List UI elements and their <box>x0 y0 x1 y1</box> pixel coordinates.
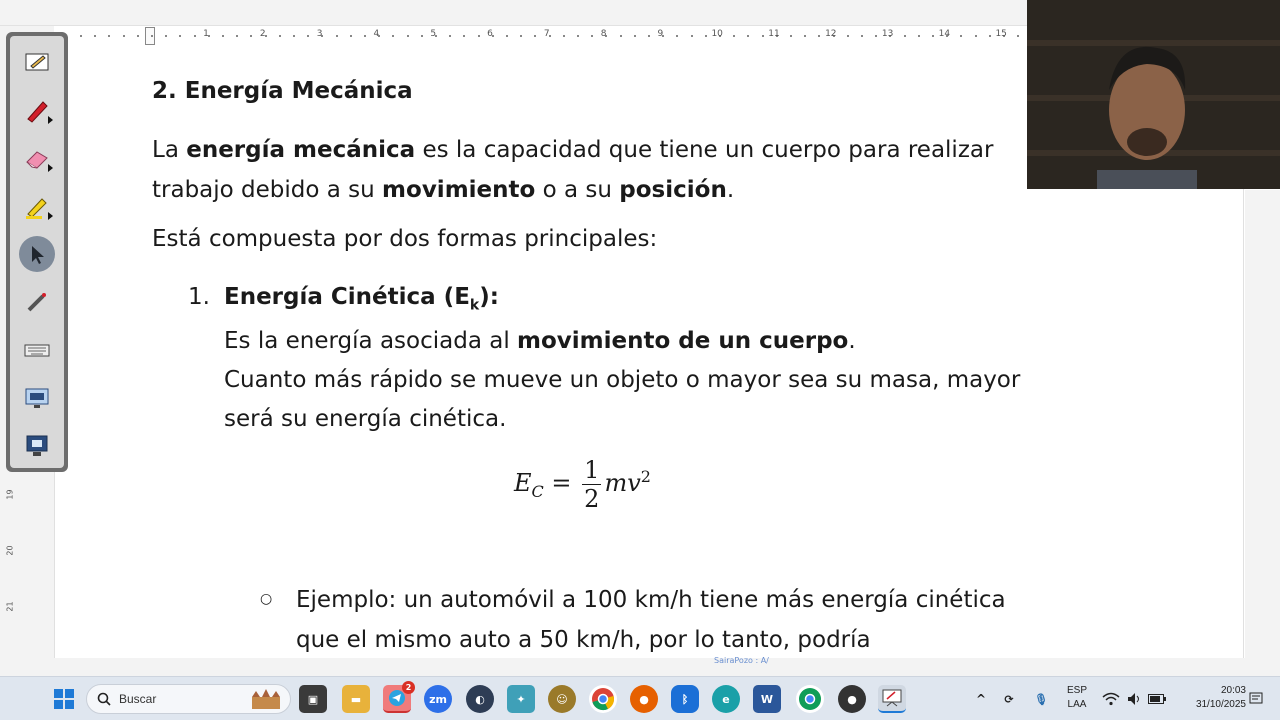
ruler-tick <box>94 35 96 37</box>
chrome-icon[interactable] <box>589 685 617 713</box>
ruler-tick <box>123 35 125 37</box>
app-puzzle-icon[interactable]: ✦ <box>507 685 535 713</box>
kinetic-energy-description: Es la energía asociada al movimiento de un cuerpo. Cuanto más rápido se mueve un objeto o mayor sea su masa, mayor será su energía cinética. <box>224 328 1021 432</box>
ruler-tick <box>407 35 409 37</box>
ruler-tick <box>904 35 906 37</box>
list-number: 1. <box>188 284 210 310</box>
telegram-badge: 2 <box>402 681 415 694</box>
highlighter-icon[interactable] <box>19 188 55 224</box>
wifi-icon[interactable] <box>1100 685 1122 713</box>
windows-start-icon[interactable] <box>50 685 78 713</box>
ruler-tick <box>918 35 920 37</box>
ruler-tick <box>591 35 593 37</box>
ruler-tick <box>534 35 536 37</box>
ruler-tick <box>250 35 252 37</box>
ruler-tick <box>634 35 636 37</box>
ruler-tick <box>293 35 295 37</box>
app-globe-icon[interactable]: ◐ <box>466 685 494 713</box>
ruler-tick <box>421 35 423 37</box>
ruler-number: 8 <box>600 29 607 39</box>
ruler-number: 4 <box>373 29 380 39</box>
ruler-tick <box>648 35 650 37</box>
vertical-ruler <box>0 470 22 676</box>
ruler-number: 14 <box>938 29 951 39</box>
taskbar-search[interactable] <box>86 684 291 714</box>
eraser-icon[interactable] <box>19 140 55 176</box>
chrome-profile-icon[interactable] <box>796 685 824 713</box>
ruler-tick <box>478 35 480 37</box>
bottom-margin-area <box>0 658 1280 676</box>
search-placeholder: Buscar <box>119 692 157 706</box>
ruler-tick <box>165 35 167 37</box>
ruler-tick <box>975 35 977 37</box>
ruler-number: 7 <box>543 29 550 39</box>
ruler-number: 13 <box>881 29 894 39</box>
ruler-number: 6 <box>487 29 493 39</box>
ruler-number: 3 <box>316 29 323 39</box>
volume-icon[interactable] <box>1124 685 1146 713</box>
intro-paragraph: La energía mecánica es la capacidad que tiene un cuerpo para realizar trabajo debido a su movimiento o a su posición. <box>152 137 994 203</box>
ruler-tick <box>336 35 338 37</box>
webcam-video <box>1027 0 1280 189</box>
ruler-tick <box>790 35 792 37</box>
bluetooth-icon[interactable]: ᛒ <box>671 685 699 713</box>
ruler-number: 5 <box>430 29 437 39</box>
vruler-number: 21 <box>5 601 15 612</box>
task-view-icon[interactable]: ▣ <box>299 685 327 713</box>
ruler-tick <box>847 35 849 37</box>
composition-paragraph: Está compuesta por dos formas principales: <box>152 226 658 252</box>
telegram-icon[interactable] <box>383 685 411 713</box>
ruler-tick <box>279 35 281 37</box>
word-icon[interactable]: W <box>753 685 781 713</box>
kinetic-energy-formula: $E_C$ = $\frac{1}{2}$ $mv^2$ <box>514 456 651 513</box>
vruler-number: 19 <box>5 489 15 500</box>
ruler-tick <box>676 35 678 37</box>
red-pen-icon[interactable] <box>19 92 55 128</box>
whiteboard-app-icon[interactable] <box>878 685 906 713</box>
ruler-tick <box>80 35 82 37</box>
display-icon[interactable] <box>19 428 55 464</box>
laser-pen-icon[interactable] <box>19 284 55 320</box>
ruler-tick <box>620 35 622 37</box>
ruler-tick <box>932 35 934 37</box>
zoom-icon[interactable]: zm <box>424 685 452 713</box>
ruler-tick <box>861 35 863 37</box>
ruler-number: 2 <box>259 29 266 39</box>
ruler-tick <box>392 35 394 37</box>
ruler-tick <box>960 35 962 37</box>
example-paragraph: Ejemplo: un automóvil a 100 km/h tiene más energía cinética que el mismo auto a 50 km/h, por lo tanto, podría <box>296 587 1006 653</box>
app-character-icon[interactable]: ☺ <box>548 685 576 713</box>
annotation-toolbar <box>6 32 68 472</box>
ruler-tick <box>563 35 565 37</box>
sync-icon[interactable]: ⟳ <box>1004 692 1014 706</box>
ruler-tick <box>577 35 579 37</box>
ruler-tick <box>236 35 238 37</box>
indent-marker[interactable] <box>145 27 155 45</box>
ruler-tick <box>364 35 366 37</box>
ruler-tick <box>747 35 749 37</box>
ruler-tick <box>818 35 820 37</box>
microphone-icon[interactable]: 🎙 <box>1034 692 1048 706</box>
clock[interactable]: 20:03 31/10/2025 <box>1195 685 1246 710</box>
castle-search-highlight-icon <box>248 689 284 711</box>
ruler-tick <box>691 35 693 37</box>
ruler-tick <box>1017 35 1019 37</box>
ruler-tick <box>804 35 806 37</box>
right-margin-area <box>1245 190 1280 660</box>
ruler-tick <box>307 35 309 37</box>
kinetic-energy-title: Energía Cinética $(E_k)$: <box>224 284 499 314</box>
ruler-tick <box>705 35 707 37</box>
ruler-tick <box>108 35 110 37</box>
ruler-tick <box>520 35 522 37</box>
ruler-tick <box>449 35 451 37</box>
ruler-number: 12 <box>825 29 837 39</box>
ruler-tick <box>463 35 465 37</box>
ruler-tick <box>506 35 508 37</box>
ruler-tick <box>762 35 764 37</box>
ruler-tick <box>194 35 196 37</box>
ruler-number: 10 <box>711 29 723 39</box>
ruler-number: 11 <box>768 29 780 39</box>
ruler-number: 9 <box>657 29 664 39</box>
pointer-icon[interactable] <box>19 236 55 272</box>
section-heading: 2. Energía Mecánica <box>152 78 413 104</box>
ruler-tick <box>179 35 181 37</box>
chevron-up-icon[interactable]: ^ <box>975 692 987 706</box>
taskbar <box>0 676 1280 720</box>
ruler-tick <box>875 35 877 37</box>
presenter-silhouette <box>1087 30 1207 189</box>
watermark-text: SairaPozo : A/ <box>714 656 769 665</box>
firefox-icon[interactable]: ● <box>630 685 658 713</box>
ruler-number: 1 <box>203 29 209 39</box>
battery-icon[interactable] <box>1146 685 1168 713</box>
pen-tablet-icon[interactable] <box>19 44 55 80</box>
ruler-tick <box>222 35 224 37</box>
keyboard-icon[interactable] <box>19 332 55 368</box>
ruler-tick <box>151 35 153 37</box>
vruler-number: 20 <box>5 545 15 556</box>
media-app-icon[interactable]: ● <box>838 685 866 713</box>
notification-icon[interactable] <box>1246 685 1266 713</box>
ruler-tick <box>137 35 139 37</box>
language-indicator[interactable]: ESP LAA <box>1066 685 1087 710</box>
screen-capture-icon[interactable] <box>19 380 55 416</box>
ruler-tick <box>733 35 735 37</box>
horizontal-ruler[interactable] <box>70 27 1030 45</box>
bullet-circle: ○ <box>260 591 273 607</box>
fraction: $\frac{1}{2}$ <box>584 456 600 513</box>
ruler-tick <box>989 35 991 37</box>
file-explorer-icon[interactable]: ▬ <box>342 685 370 713</box>
search-icon <box>97 692 111 706</box>
ruler-number: 15 <box>995 29 1007 39</box>
ruler-tick <box>350 35 352 37</box>
edge-icon[interactable]: e <box>712 685 740 713</box>
